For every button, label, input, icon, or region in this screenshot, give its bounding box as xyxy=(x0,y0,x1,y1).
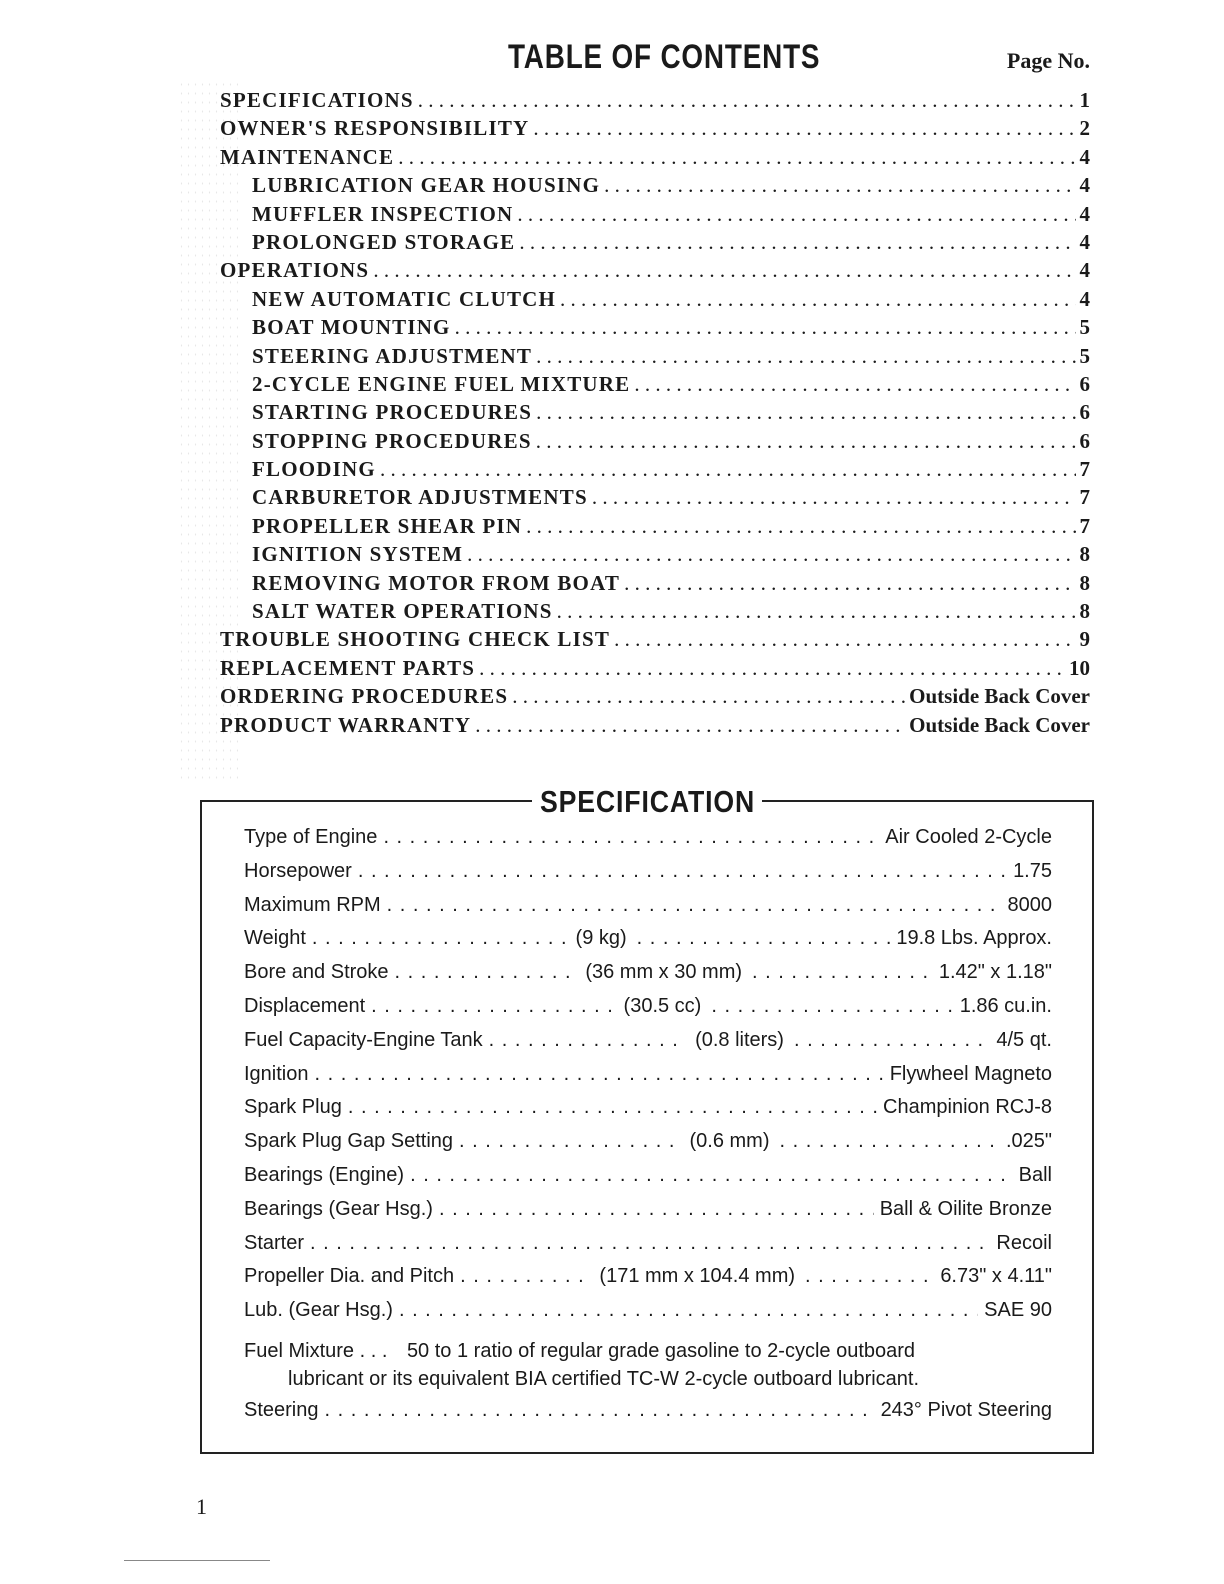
dot-leader xyxy=(604,173,1075,198)
spec-label: Bearings (Engine) xyxy=(244,1163,405,1186)
toc-entry-label: OPERATIONS xyxy=(220,258,370,283)
spec-value: 8000 xyxy=(1007,893,1052,916)
specification-list xyxy=(244,826,1052,1433)
dot-leader xyxy=(358,860,1007,883)
toc-entry xyxy=(220,173,1090,201)
dot-leader xyxy=(315,1063,884,1086)
dot-leader xyxy=(398,145,1075,170)
spec-value: Champinion RCJ-8 xyxy=(883,1096,1052,1119)
spec-metric-value: (171 mm x 104.4 mm) xyxy=(599,1265,796,1288)
dot-leader xyxy=(805,1265,934,1288)
toc-entry xyxy=(220,145,1090,173)
fuel-mixture-label: Fuel Mixture . . . xyxy=(244,1339,388,1362)
toc-entry xyxy=(220,372,1090,400)
spec-row xyxy=(244,995,1052,1029)
spec-label: Bore and Stroke xyxy=(244,961,389,984)
dot-leader xyxy=(752,961,933,984)
dot-leader xyxy=(533,116,1075,141)
toc-entry-label: BOAT MOUNTING xyxy=(252,315,451,340)
dot-leader xyxy=(399,1299,978,1322)
spec-metric-value: (9 kg) xyxy=(575,927,627,950)
spec-metric-value: (36 mm x 30 mm) xyxy=(585,961,743,984)
fuel-mixture-text: 50 to 1 ratio of regular grade gasoline to 2-cycle outboard xyxy=(406,1339,916,1362)
toc-entry xyxy=(220,287,1090,315)
toc-entry xyxy=(220,542,1090,570)
spec-label: Type of Engine xyxy=(244,826,378,848)
spec-metric-value: (0.6 mm) xyxy=(689,1130,770,1153)
toc-entry xyxy=(220,514,1090,542)
toc-entry-page: 5 xyxy=(1079,343,1090,368)
toc-entry-page: 7 xyxy=(1079,513,1090,538)
box-top-border-right xyxy=(762,800,1092,802)
spec-label: Horsepower xyxy=(244,859,352,882)
spec-row xyxy=(244,1399,1052,1433)
box-top-border-left xyxy=(202,800,532,802)
toc-entry-page: 6 xyxy=(1079,371,1090,396)
spec-row xyxy=(244,894,1052,928)
toc-entry-label: 2-CYCLE ENGINE FUEL MIXTURE xyxy=(252,371,631,396)
spec-value: Flywheel Magneto xyxy=(889,1062,1052,1085)
spec-row xyxy=(244,860,1052,894)
toc-entry xyxy=(220,315,1090,343)
toc-entry xyxy=(220,684,1090,712)
dot-leader xyxy=(536,400,1075,425)
spec-row xyxy=(244,961,1052,995)
dot-leader xyxy=(624,571,1075,596)
dot-leader xyxy=(460,1265,589,1288)
spec-row xyxy=(244,1164,1052,1198)
spec-label: Steering xyxy=(244,1398,319,1421)
dot-leader xyxy=(348,1096,877,1119)
page-number: 1 xyxy=(196,1494,207,1519)
toc-entry-page: 4 xyxy=(1079,229,1090,254)
toc-entry xyxy=(220,202,1090,230)
dot-leader xyxy=(475,713,905,738)
spec-value: Recoil xyxy=(996,1231,1052,1254)
toc-entry-label: STOPPING PROCEDURES xyxy=(252,428,532,453)
dot-leader xyxy=(467,542,1075,567)
dot-leader xyxy=(373,258,1075,283)
toc-entry-page: Outside Back Cover xyxy=(909,712,1090,737)
toc-entry xyxy=(220,599,1090,627)
toc-entry xyxy=(220,457,1090,485)
toc-entry-label: TROUBLE SHOOTING CHECK LIST xyxy=(220,627,611,652)
page-no-header: Page No. xyxy=(1006,48,1090,73)
fuel-mixture-line2: lubricant or its equivalent BIA certified TC-W 2-cycle outboard lubricant. xyxy=(288,1367,920,1390)
toc-entry-page: 4 xyxy=(1079,286,1090,311)
table-of-contents xyxy=(220,88,1090,741)
spec-row xyxy=(244,1063,1052,1097)
toc-entry-label: SALT WATER OPERATIONS xyxy=(252,599,553,624)
dot-leader xyxy=(526,514,1075,539)
toc-entry-label: CARBURETOR ADJUSTMENTS xyxy=(252,485,588,510)
toc-entry xyxy=(220,627,1090,655)
spec-metric-value: (30.5 cc) xyxy=(623,994,702,1017)
specification-title: SPECIFICATION xyxy=(540,784,756,819)
toc-entry-page: 6 xyxy=(1079,400,1090,425)
dot-leader xyxy=(325,1399,875,1422)
toc-entry-label: MAINTENANCE xyxy=(220,144,395,169)
toc-entry-page: Outside Back Cover xyxy=(909,684,1090,709)
spec-row xyxy=(244,1096,1052,1130)
footer-rule xyxy=(124,1560,270,1561)
toc-entry-page: 7 xyxy=(1079,457,1090,482)
toc-entry-label: PRODUCT WARRANTY xyxy=(220,712,472,737)
dot-leader xyxy=(512,684,905,709)
dot-leader xyxy=(794,1029,990,1052)
dot-leader xyxy=(536,429,1076,454)
spec-row xyxy=(244,1130,1052,1164)
dot-leader xyxy=(779,1130,999,1153)
dot-leader xyxy=(312,927,566,950)
spec-value: .025" xyxy=(1005,1130,1052,1153)
dot-leader xyxy=(634,372,1075,397)
toc-title: TABLE OF CONTENTS xyxy=(508,38,821,76)
toc-entry-page: 1 xyxy=(1079,88,1090,112)
dot-leader xyxy=(310,1232,990,1255)
toc-entry xyxy=(220,571,1090,599)
toc-entry-page: 4 xyxy=(1079,173,1090,198)
toc-entry-page: 8 xyxy=(1079,570,1090,595)
dot-leader xyxy=(489,1029,685,1052)
toc-entry-label: LUBRICATION GEAR HOUSING xyxy=(252,173,601,198)
dot-leader xyxy=(439,1198,874,1221)
toc-entry-label: MUFFLER INSPECTION xyxy=(252,201,514,226)
toc-entry xyxy=(220,485,1090,513)
spec-label: Maximum RPM xyxy=(244,893,381,916)
toc-entry xyxy=(220,713,1090,741)
spec-label: Spark Plug Gap Setting xyxy=(244,1130,454,1153)
toc-entry xyxy=(220,429,1090,457)
spec-value: 4/5 qt. xyxy=(996,1028,1052,1051)
spec-value: 1.42" x 1.18" xyxy=(938,961,1053,984)
toc-entry-page: 8 xyxy=(1079,542,1090,567)
toc-entry-page: 7 xyxy=(1079,485,1090,510)
toc-entry xyxy=(220,400,1090,428)
spec-label: Weight xyxy=(244,927,306,950)
spec-label: Bearings (Gear Hsg.) xyxy=(244,1197,433,1220)
spec-row xyxy=(244,1232,1052,1266)
dot-leader xyxy=(395,961,576,984)
fuel-mixture-line1 xyxy=(244,1337,1052,1365)
fuel-mixture-row xyxy=(244,1337,1052,1393)
dot-leader xyxy=(560,287,1075,312)
toc-entry xyxy=(220,258,1090,286)
spec-label: Ignition xyxy=(244,1062,309,1085)
dot-leader xyxy=(592,485,1076,510)
spec-value: 6.73" x 4.11" xyxy=(940,1265,1052,1288)
toc-entry-page: 8 xyxy=(1079,599,1090,624)
toc-entry-label: STARTING PROCEDURES xyxy=(252,400,533,425)
dot-leader xyxy=(380,457,1076,482)
toc-entry-label: NEW AUTOMATIC CLUTCH xyxy=(252,286,557,311)
spec-value: SAE 90 xyxy=(984,1299,1052,1322)
spec-value: 1.86 cu.in. xyxy=(959,994,1052,1017)
spec-label: Propeller Dia. and Pitch xyxy=(244,1265,455,1288)
spec-label: Fuel Capacity-Engine Tank xyxy=(244,1028,483,1051)
spec-value: Ball & Oilite Bronze xyxy=(879,1197,1052,1220)
dot-leader xyxy=(418,88,1076,113)
toc-entry-label: IGNITION SYSTEM xyxy=(252,542,464,567)
dot-leader xyxy=(536,344,1075,369)
spec-row xyxy=(244,1299,1052,1333)
toc-entry-page: 4 xyxy=(1079,144,1090,169)
spec-row xyxy=(244,1198,1052,1232)
toc-entry-label: OWNER'S RESPONSIBILITY xyxy=(220,116,530,141)
dot-leader xyxy=(517,202,1075,227)
toc-entry-page: 10 xyxy=(1069,655,1090,680)
toc-entry-page: 9 xyxy=(1079,627,1090,652)
spec-label: Starter xyxy=(244,1231,305,1254)
dot-leader xyxy=(557,599,1076,624)
spec-row xyxy=(244,826,1052,860)
spec-metric-value: (0.8 liters) xyxy=(695,1028,784,1051)
dot-leader xyxy=(479,656,1065,681)
spec-label: Displacement xyxy=(244,994,366,1017)
dot-leader xyxy=(383,826,879,849)
spec-value: 1.75 xyxy=(1013,859,1052,882)
dot-leader xyxy=(387,894,1002,917)
spec-value: Ball xyxy=(1018,1163,1052,1186)
toc-entry-label: REMOVING MOTOR FROM BOAT xyxy=(252,570,621,595)
toc-entry-page: 2 xyxy=(1079,116,1090,141)
toc-entry-label: PROPELLER SHEAR PIN xyxy=(252,513,523,538)
spec-value: Air Cooled 2-Cycle xyxy=(885,826,1052,848)
dot-leader xyxy=(459,1130,679,1153)
spec-row xyxy=(244,1029,1052,1063)
toc-entry-page: 4 xyxy=(1079,258,1090,283)
toc-entry xyxy=(220,656,1090,684)
dot-leader xyxy=(371,995,613,1018)
toc-entry-label: STEERING ADJUSTMENT xyxy=(252,343,533,368)
toc-entry xyxy=(220,116,1090,144)
dot-leader xyxy=(637,927,891,950)
toc-entry-label: SPECIFICATIONS xyxy=(220,88,414,112)
toc-entry-label: ORDERING PROCEDURES xyxy=(220,684,509,709)
dot-leader xyxy=(519,230,1075,255)
dot-leader xyxy=(614,627,1075,652)
toc-entry-page: 6 xyxy=(1079,428,1090,453)
spec-label: Spark Plug xyxy=(244,1096,342,1119)
dot-leader xyxy=(455,315,1076,340)
toc-entry-label: PROLONGED STORAGE xyxy=(252,229,516,254)
dot-leader xyxy=(410,1164,1013,1187)
spec-label: Lub. (Gear Hsg.) xyxy=(244,1299,393,1322)
toc-entry-page: 5 xyxy=(1079,315,1090,340)
toc-entry xyxy=(220,344,1090,372)
toc-entry xyxy=(220,88,1090,116)
toc-entry-page: 4 xyxy=(1079,201,1090,226)
toc-entry-label: FLOODING xyxy=(252,457,376,482)
spec-value: 19.8 Lbs. Approx. xyxy=(896,927,1052,950)
spec-value: 243° Pivot Steering xyxy=(880,1398,1052,1421)
spec-row xyxy=(244,927,1052,961)
toc-entry xyxy=(220,230,1090,258)
dot-leader xyxy=(711,995,953,1018)
toc-entry-label: REPLACEMENT PARTS xyxy=(220,655,476,680)
spec-row xyxy=(244,1265,1052,1299)
